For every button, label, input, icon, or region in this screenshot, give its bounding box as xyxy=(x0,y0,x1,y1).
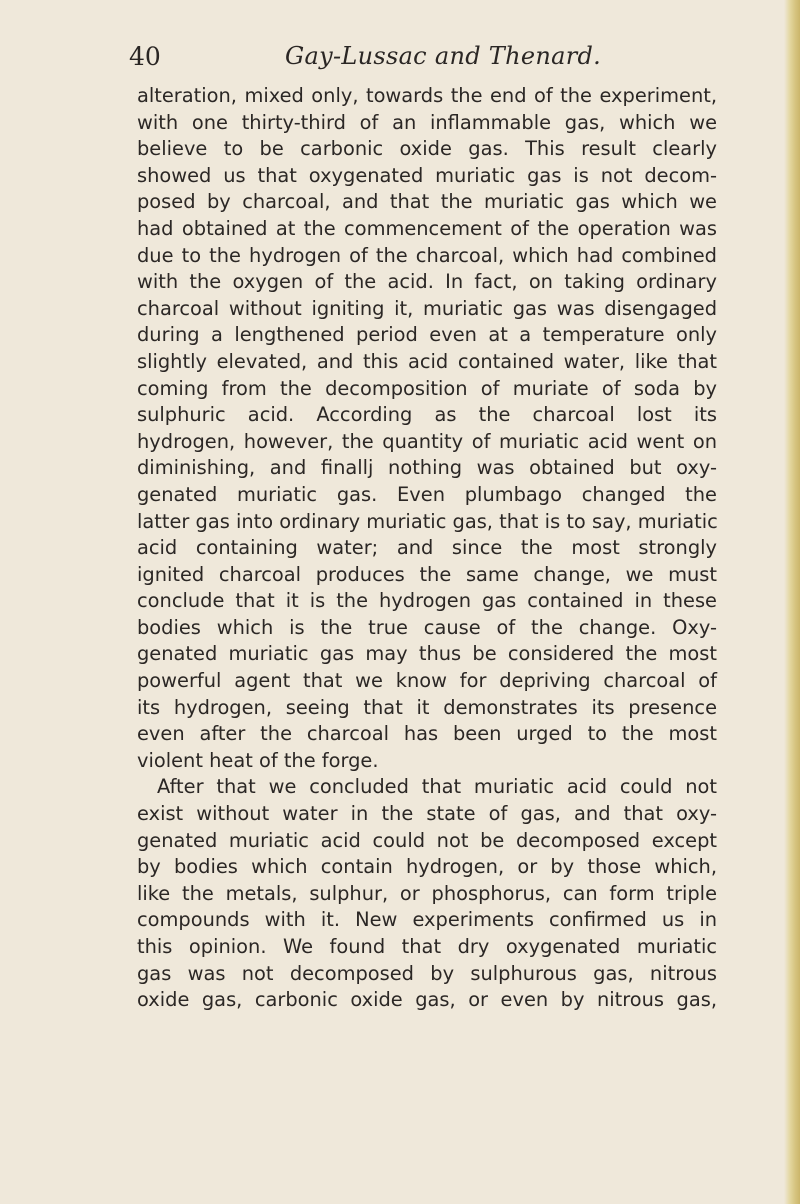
text-line: with one thirty-third of an inflammable gas, which we xyxy=(137,110,717,134)
text-line: genated muriatic gas may thus be considered the most xyxy=(137,642,717,666)
text-line: powerful agent that we know for depriving charcoal of xyxy=(137,669,717,693)
text-line: during a lengthened period even at a temperature only xyxy=(137,323,717,347)
text-line: even after the charcoal has been urged to the most xyxy=(137,722,717,746)
text-line: with the oxygen of the acid. In fact, on taking ordinary xyxy=(137,270,717,294)
text-line: violent heat of the forge. xyxy=(137,748,379,772)
text-line: posed by charcoal, and that the muriatic gas which we xyxy=(137,190,717,214)
text-line: bodies which is the true cause of the change. Oxy- xyxy=(137,615,717,639)
text-line: believe to be carbonic oxide gas. This result clearly xyxy=(137,137,717,161)
text-line: acid containing water; and since the most strongly xyxy=(137,536,717,560)
text-line: like the metals, sulphur, or phosphorus, can form triple xyxy=(137,881,717,905)
text-line: genated muriatic gas. Even plumbago changed the xyxy=(137,482,717,506)
text-line: showed us that oxygenated muriatic gas is not decom- xyxy=(137,163,717,187)
text-line: exist without water in the state of gas, and that oxy- xyxy=(137,802,717,826)
text-line: coming from the decomposition of muriate of soda by xyxy=(137,376,717,400)
running-title: Gay-Lussac and Thenard. xyxy=(285,42,602,70)
text-line: gas was not decomposed by sulphurous gas, nitrous xyxy=(137,961,717,985)
text-line: its hydrogen, seeing that it demonstrates its presence xyxy=(137,695,717,719)
text-line: by bodies which contain hydrogen, or by those which, xyxy=(137,855,717,879)
text-line: sulphuric acid. According as the charcoal lost its xyxy=(137,403,717,427)
text-line: charcoal without igniting it, muriatic gas was disengaged xyxy=(137,296,717,320)
text-line: diminishing, and finallj nothing was obtained but oxy- xyxy=(137,456,717,480)
text-line: After that we concluded that muriatic acid could not xyxy=(157,775,717,799)
page-header xyxy=(129,42,729,82)
text-line: due to the hydrogen of the charcoal, which had combined xyxy=(137,243,717,267)
text-line: oxide gas, carbonic oxide gas, or even by nitrous gas, xyxy=(137,988,717,1012)
text-line: compounds with it. New experiments confirmed us in xyxy=(137,908,717,932)
text-line: conclude that it is the hydrogen gas contained in these xyxy=(137,589,717,613)
page-number: 40 xyxy=(129,42,161,71)
text-line: this opinion. We found that dry oxygenated muriatic xyxy=(137,935,717,958)
text-line: genated muriatic acid could not be decomposed except xyxy=(137,828,717,852)
text-line: hydrogen, however, the quantity of muriatic acid went on xyxy=(137,429,717,453)
text-line: alteration, mixed only, towards the end of the experiment, xyxy=(137,84,717,107)
page-edge xyxy=(784,0,800,1204)
body-text xyxy=(137,83,717,1014)
text-line: latter gas into ordinary muriatic gas, that is to say, muriatic xyxy=(137,509,718,533)
text-line: ignited charcoal produces the same change, we must xyxy=(137,562,717,586)
text-line: slightly elevated, and this acid contained water, like that xyxy=(137,349,717,373)
text-line: had obtained at the commencement of the operation was xyxy=(137,216,717,240)
